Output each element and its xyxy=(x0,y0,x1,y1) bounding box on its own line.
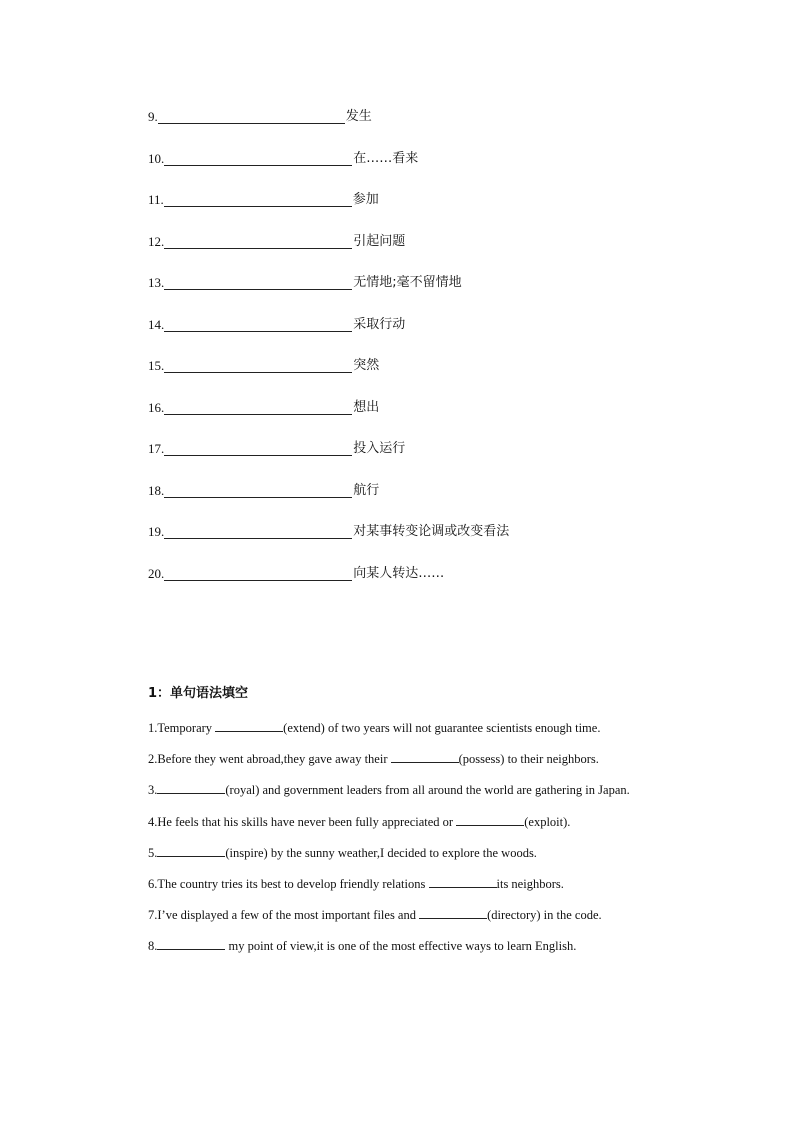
grammar-exercise-list xyxy=(118,713,664,963)
item-meaning: 向某人转达…… xyxy=(353,565,445,581)
vocab-item-10 xyxy=(148,146,509,188)
section-title: 1：单句语法填空 xyxy=(148,686,249,701)
answer-blank[interactable] xyxy=(157,782,225,794)
answer-blank[interactable] xyxy=(429,876,497,888)
answer-blank[interactable] xyxy=(164,478,352,498)
answer-blank[interactable] xyxy=(215,720,283,732)
answer-blank[interactable] xyxy=(157,938,225,950)
item-meaning: 发生 xyxy=(345,109,372,124)
item-meaning: 投入运行 xyxy=(353,441,406,456)
vocab-item-17 xyxy=(148,436,509,478)
answer-blank[interactable] xyxy=(164,312,352,332)
answer-blank[interactable] xyxy=(164,436,352,456)
answer-blank[interactable] xyxy=(157,845,225,857)
item-meaning: 想出 xyxy=(353,399,380,415)
item-meaning: 参加 xyxy=(352,192,379,207)
item-number: 10. xyxy=(148,150,165,166)
sentence-text: (inspire) by the sunny weather,I decided to explore the woods. xyxy=(225,845,537,860)
item-number: 16. xyxy=(148,399,165,415)
sentence-text: 3. xyxy=(148,783,158,798)
vocab-item-12 xyxy=(148,229,509,271)
exercise-sentence-2 xyxy=(118,744,664,775)
item-number: 13. xyxy=(148,275,165,290)
vocab-item-20 xyxy=(148,561,509,603)
vocab-item-15 xyxy=(148,353,509,395)
answer-blank[interactable] xyxy=(419,907,487,919)
item-number: 9. xyxy=(148,109,158,124)
vocab-item-16 xyxy=(148,395,509,437)
item-number: 19. xyxy=(148,524,165,539)
answer-blank[interactable] xyxy=(164,519,352,539)
vocab-item-19 xyxy=(148,519,509,561)
sentence-text: 2.Before they went abroad,they gave away their xyxy=(148,752,391,767)
item-number: 11. xyxy=(148,192,164,207)
item-meaning: 引起问题 xyxy=(353,233,406,249)
sentence-text: (directory) in the code. xyxy=(487,908,602,923)
vocab-item-14 xyxy=(148,312,509,354)
sentence-text: 8. xyxy=(148,939,158,954)
exercise-sentence-4 xyxy=(118,807,664,838)
vocab-item-11 xyxy=(148,187,509,229)
item-meaning: 采取行动 xyxy=(353,316,406,332)
exercise-sentence-7 xyxy=(118,900,664,931)
item-number: 20. xyxy=(148,565,165,581)
answer-blank[interactable] xyxy=(456,814,524,826)
answer-blank[interactable] xyxy=(164,353,352,373)
answer-blank[interactable] xyxy=(164,229,352,249)
exercise-sentence-6 xyxy=(118,869,664,900)
answer-blank[interactable] xyxy=(164,146,352,166)
exercise-sentence-5 xyxy=(118,838,664,869)
sentence-text: 4.He feels that his skills have never been fully appreciated or xyxy=(148,814,457,829)
item-meaning: 无情地;毫不留情地 xyxy=(353,275,462,290)
item-number: 15. xyxy=(148,358,165,373)
exercise-sentence-3 xyxy=(118,775,664,806)
answer-blank[interactable] xyxy=(164,270,352,290)
answer-blank[interactable] xyxy=(164,561,352,581)
item-number: 17. xyxy=(148,441,165,456)
vocab-item-18 xyxy=(148,478,509,520)
item-number: 18. xyxy=(148,482,165,498)
exercise-sentence-1 xyxy=(118,713,664,744)
item-meaning: 对某事转变论调或改变看法 xyxy=(353,524,510,539)
item-meaning: 在……看来 xyxy=(353,150,419,166)
sentence-text: 7.I’ve displayed a few of the most important files and xyxy=(148,908,420,923)
answer-blank[interactable] xyxy=(164,395,352,415)
sentence-text: 6.The country tries its best to develop friendly relations xyxy=(148,877,429,892)
answer-blank[interactable] xyxy=(158,104,345,124)
exercise-sentence-8 xyxy=(118,931,664,962)
sentence-text: 1.Temporary xyxy=(148,721,216,735)
vocab-list xyxy=(148,104,509,602)
answer-blank[interactable] xyxy=(391,751,459,763)
vocab-item-9 xyxy=(148,104,509,146)
item-number: 12. xyxy=(148,233,165,249)
sentence-text: (extend) of two years will not guarantee scientists enough time. xyxy=(283,721,601,735)
item-meaning: 突然 xyxy=(353,358,380,373)
sentence-text: my point of view,it is one of the most effective ways to learn English. xyxy=(225,939,577,954)
item-meaning: 航行 xyxy=(353,482,380,498)
sentence-text: 5. xyxy=(148,845,158,860)
vocab-item-13 xyxy=(148,270,509,312)
item-number: 14. xyxy=(148,316,165,332)
sentence-text: (exploit). xyxy=(524,814,571,829)
sentence-text: (possess) to their neighbors. xyxy=(458,752,599,767)
answer-blank[interactable] xyxy=(164,187,352,207)
sentence-text: (royal) and government leaders from all around the world are gathering in Japan. xyxy=(225,783,630,798)
sentence-text: its neighbors. xyxy=(496,877,564,892)
